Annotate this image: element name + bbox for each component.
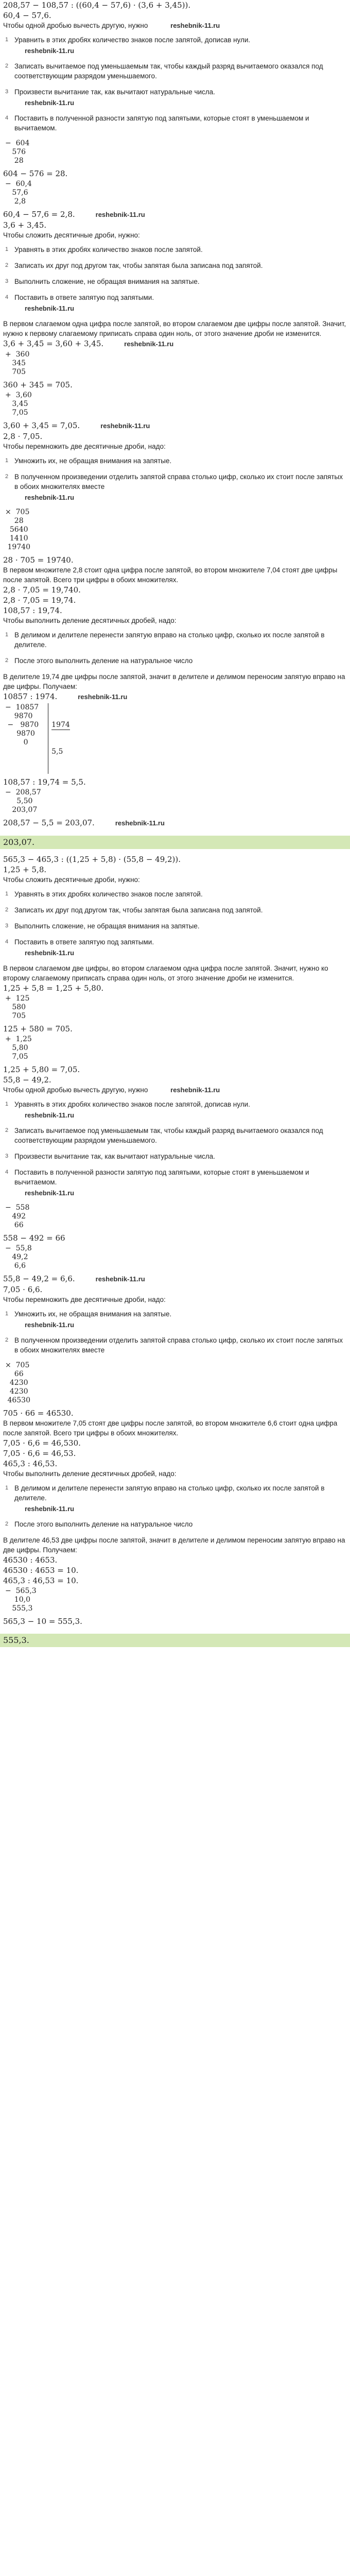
rule-item: 2 Записать их друг под другом так, чтобы запятая была записана под запятой. [5,906,263,914]
rule-item: 1 В делимом и делителе перенести запятую вправо на столько цифр, сколько их после запятой в делителе. [5,631,325,649]
watermark: reshebnik-11.ru [170,1086,220,1094]
step-expression: 28 · 705 = 19740. [3,555,74,565]
step-expression: 208,57 − 5,5 = 203,07. reshebnik-11.ru [3,818,165,827]
rule-item: 1 Уравнять в этих дробях количество знаков после запятой. [5,246,203,253]
rule-item: 1 Умножить их, не обращая внимания на запятые. [5,457,172,465]
rule-item: 1 В делимом и делителе перенести запятую вправо на столько цифр, сколько их после запятой в делителе. reshebnik-11.ru [3,1482,347,1515]
watermark: reshebnik-11.ru [25,1111,75,1119]
rule-list [3,1308,347,1357]
expression-header: 565,3 − 465,3 : ((1,25 + 5,8) · (55,8 − 49,2)). [3,855,181,864]
step-expression: 108,57 : 19,74. [3,606,62,615]
quotient: 5,5 [51,748,63,756]
rule-text: Чтобы одной дробью вычесть другую, нужно reshebnik-11.ru [3,22,220,29]
long-division-body: − 10857 9870 − 9870 9870 0 [5,703,39,747]
column-calc: + 3,60 3,45 7,05 [5,391,32,417]
step-expression: 3,60 + 3,45 = 7,05. reshebnik-11.ru [3,421,150,430]
column-calc: + 125 580 705 [5,994,30,1020]
step-expression: 2,8 · 7,05 = 19,74. [3,596,76,605]
step-expression: 2,8 · 7,05 = 19,740. [3,585,81,595]
step-expression: 1,25 + 5,8 = 1,25 + 5,80. [3,984,104,993]
step-expression: 3,6 + 3,45. [3,221,47,230]
column-calc: + 1,25 5,80 7,05 [5,1035,32,1061]
watermark: reshebnik-11.ru [100,422,150,430]
long-division-divisor [48,703,70,774]
step-expression: 46530 : 4653 = 10. [3,1566,79,1575]
column-calc: − 60,4 57,6 2,8 [5,180,32,206]
explanation-text: В первом слагаемом одна цифра после запятой, во втором слагаемом две цифры после запятой. Значит, нужно к первому слагаемому приписать справа один ноль, от этого значение дроби не изменится. [3,320,346,337]
column-calc: − 55,8 49,2 6,6 [5,1244,32,1270]
watermark: reshebnik-11.ru [124,340,174,348]
rule-intro: Чтобы перемножить две десятичные дроби, надо: [3,1296,166,1303]
step-expression: 465,3 : 46,53. [3,1459,58,1468]
rule-intro: Чтобы сложить десятичные дроби, нужно: [3,876,140,884]
rule-item: 4 Поставить в полученной разности запятую под запятыми, которые стоят в уменьшаемом и вычитаемом. reshebnik-11.ru [3,1166,347,1199]
rule-item: 2 После этого выполнить деление на натуральное число [5,657,193,665]
step-expression: 1,25 + 5,8. [3,865,47,874]
step-expression: 10857 : 1974. reshebnik-11.ru [3,692,128,701]
step-expression: 7,05 · 6,6 = 46,530. [3,1438,81,1448]
step-expression: 7,05 · 6,6 = 46,53. [3,1449,76,1458]
step-expression: 3,6 + 3,45 = 3,60 + 3,45. reshebnik-11.ru [3,339,174,348]
step-expression: 360 + 345 = 705. [3,380,73,389]
rule-intro: Чтобы перемножить две десятичные дроби, надо: [3,443,166,450]
watermark: reshebnik-11.ru [78,693,128,701]
watermark: reshebnik-11.ru [115,819,165,827]
explanation-text: В делителе 19,74 две цифры после запятой, значит в делителе и делимом переносим запятую вправо на две цифры. Получаем: [3,673,345,690]
step-expression: 604 − 576 = 28. [3,169,68,178]
rule-list [3,1098,347,1199]
rule-intro: Чтобы выполнить деление десятичных дробей, надо: [3,617,177,624]
rule-list [3,629,347,668]
rule-intro: Чтобы сложить десятичные дроби, нужно: [3,231,140,239]
step-expression: 60,4 − 57,6. [3,11,51,20]
step-expression: 46530 : 4653. [3,1555,58,1565]
watermark: reshebnik-11.ru [25,47,75,55]
column-calc: − 565,3 10,0 555,3 [5,1587,37,1613]
rule-intro: Чтобы выполнить деление десятичных дробей, надо: [3,1470,177,1478]
column-calc: × 705 28 5640 1410 19740 [5,508,30,551]
explanation-text: В первом слагаемом две цифры, во втором слагаемом одна цифра после запятой. Значит, нужно ко второму слагаемому приписать справа один ноль, от этого значение дроби не изменится. [3,964,328,982]
column-calc: − 604 576 28 [5,139,30,165]
column-calc: − 208,57 5,50 203,07 [5,788,41,814]
step-expression: 108,57 : 19,74 = 5,5. [3,777,86,787]
step-expression: 125 + 580 = 705. [3,1024,73,1033]
watermark: reshebnik-11.ru [25,1189,75,1197]
step-expression: 565,3 − 10 = 555,3. [3,1617,82,1626]
expression-header: 208,57 − 108,57 : ((60,4 − 57,6) · (3,6 + 3,45)). [3,1,191,10]
rule-item: 3 Выполнить сложение, не обращая внимания на запятые. [5,922,200,930]
rule-item: 4 Поставить в ответе запятую под запятыми. reshebnik-11.ru [3,292,347,315]
column-calc: + 360 345 705 [5,350,30,376]
watermark: reshebnik-11.ru [25,1505,75,1513]
rule-item: 2 В полученном произведении отделить запятой справа столько цифр, сколько их стоит после запятых в обоих множителях вместе reshebnik-11.ru [3,471,347,504]
rule-item: 3 Произвести вычитание так, как вычитают натуральные числа. reshebnik-11.ru [3,86,347,109]
rule-item: 4 Поставить в полученной разности запятую под запятыми, которые стоят в уменьшаемом и вычитаемом. [5,114,309,132]
column-calc: − 558 492 66 [5,1204,30,1229]
rule-list [3,888,347,959]
step-expression: 1,25 + 5,80 = 7,05. [3,1065,80,1074]
watermark: reshebnik-11.ru [25,949,75,957]
watermark: reshebnik-11.ru [25,1321,75,1329]
watermark: reshebnik-11.ru [95,1275,145,1283]
step-expression: 558 − 492 = 66 [3,1233,65,1243]
watermark: reshebnik-11.ru [25,304,75,312]
watermark: reshebnik-11.ru [95,211,145,218]
step-expression: 7,05 · 6,6. [3,1285,43,1294]
step-expression: 55,8 − 49,2 = 6,6. reshebnik-11.ru [3,1274,145,1283]
rule-item: 2 В полученном произведении отделить запятой справа столько цифр, сколько их стоит после запятых в обоих множителях вместе [5,1336,343,1354]
rule-item: 3 Произвести вычитание так, как вычитают натуральные числа. [5,1153,215,1160]
rule-list [3,1482,347,1531]
step-expression: 705 · 66 = 46530. [3,1409,74,1418]
rule-item: 2 Записать вычитаемое под уменьшаемым так, чтобы каждый разряд вычитаемого оказался под соответствующим разрядом уменьшаемого. [5,1127,323,1144]
watermark: reshebnik-11.ru [25,99,75,107]
rule-item: 1 Умножить их, не обращая внимания на запятые. reshebnik-11.ru [3,1308,347,1331]
rule-item: 3 Выполнить сложение, не обращая внимания на запятые. [5,278,200,285]
rule-item: 4 Поставить в ответе запятую под запятыми. reshebnik-11.ru [3,936,347,959]
rule-item: 1 Уравнять в этих дробях количество знаков после запятой, дописав нули. reshebnik-11.ru [3,1098,347,1122]
column-calc: × 705 66 4230 4230 46530 [5,1361,30,1404]
watermark: reshebnik-11.ru [170,22,220,29]
explanation-text: В делителе 46,53 две цифры после запятой, значит в делителе и делимом переносим запятую вправо на две цифры. Получаем: [3,1536,345,1554]
long-division [3,702,347,777]
rule-list [3,34,347,135]
rule-item: 2 После этого выполнить деление на натуральное число [5,1520,193,1528]
explanation-text: В первом множителе 7,05 стоят две цифры после запятой, во втором множителе 6,6 стоит одна цифра после запятой. Всего три цифры в обоих множителях. [3,1419,338,1437]
result-banner: 203,07. [0,836,350,849]
watermark: reshebnik-11.ru [25,494,75,501]
rule-text: Чтобы одной дробью вычесть другую, нужно reshebnik-11.ru [3,1086,220,1094]
rule-list [3,244,347,315]
rule-item: 1 Уравнять в этих дробях количество знаков после запятой. [5,890,203,898]
rule-item: 1 Уравнить в этих дробях количество знаков после запятой, дописав нули. reshebnik-11.ru [3,34,347,57]
rule-list [3,455,347,504]
step-expression: 2,8 · 7,05. [3,432,43,441]
result-banner: 555,3. [0,1634,350,1647]
step-expression: 465,3 : 46,53 = 10. [3,1576,79,1585]
rule-item: 2 Записать их друг под другом так, чтобы запятая была записана под запятой. [5,262,263,269]
step-expression: 55,8 − 49,2. [3,1075,51,1084]
step-expression: 60,4 − 57,6 = 2,8. reshebnik-11.ru [3,210,145,219]
divisor: 1974 [51,721,70,729]
rule-item: 2 Записать вычитаемое под уменьшаемым так, чтобы каждый разряд вычитаемого оказался под соответствующим разрядом уменьшаемого. [5,62,323,80]
explanation-text: В первом множителе 2,8 стоит одна цифра после запятой, во втором множителе 7,04 стоят две цифры после запятой. Всего три цифры в обоих множителях. [3,566,338,584]
